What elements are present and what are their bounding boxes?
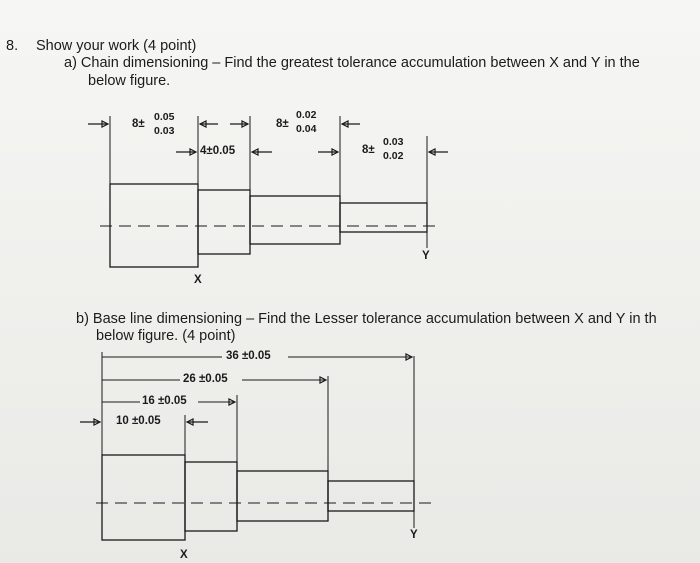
- question-number: 8.: [6, 38, 19, 54]
- dim4-base: 8±: [362, 144, 375, 156]
- part-b-prompt-line1: b) Base line dimensioning – Find the Lesser tolerance accumulation between X and Y in th: [76, 311, 657, 327]
- dim1-lower-tol: 0.03: [154, 125, 175, 137]
- datum-x-label-b: X: [180, 549, 188, 561]
- datum-x-label-a: X: [194, 274, 202, 286]
- dim3-base: 8±: [276, 118, 289, 130]
- datum-y-label-b: Y: [410, 529, 418, 541]
- baseline-dim-26: 26 ±0.05: [183, 373, 228, 385]
- dim4-upper-tol: 0.03: [383, 136, 404, 148]
- dim1-base: 8±: [132, 118, 145, 130]
- dim4-lower-tol: 0.02: [383, 150, 404, 162]
- part-a-prompt-line2: below figure.: [88, 73, 171, 89]
- part-a-prompt-line1: a) Chain dimensioning – Find the greatest tolerance accumulation between X and Y in the: [64, 55, 640, 71]
- dim3-lower-tol: 0.04: [296, 123, 317, 135]
- dim2-text: 4±0.05: [200, 145, 236, 157]
- baseline-dim-16: 16 ±0.05: [142, 395, 187, 407]
- dim3-upper-tol: 0.02: [296, 109, 317, 121]
- question-title: Show your work (4 point): [36, 38, 197, 54]
- datum-y-label-a: Y: [422, 250, 430, 262]
- baseline-dim-36: 36 ±0.05: [226, 350, 271, 362]
- part-b-prompt-line2: below figure. (4 point): [96, 328, 236, 344]
- baseline-dim-10: 10 ±0.05: [116, 415, 161, 427]
- dim1-upper-tol: 0.05: [154, 111, 175, 123]
